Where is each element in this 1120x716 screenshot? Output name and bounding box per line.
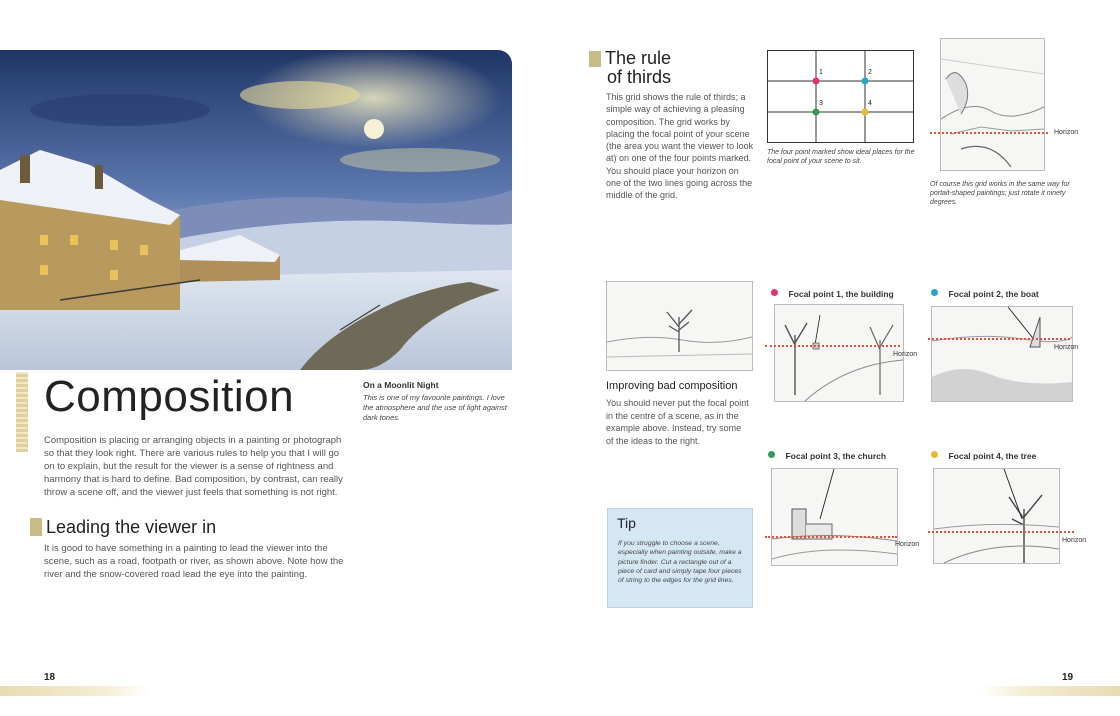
focal-example-1-horizon-label: Horizon bbox=[893, 351, 918, 358]
portrait-horizon-line bbox=[930, 132, 1048, 134]
page-number-left: 18 bbox=[44, 672, 56, 683]
focal-dot-4 bbox=[931, 451, 938, 458]
focal-example-3-label: Focal point 3, the church bbox=[785, 451, 887, 461]
grid-label-2: 2 bbox=[868, 69, 872, 76]
grid-label-1: 1 bbox=[819, 69, 823, 76]
focal-example-3-sketch bbox=[771, 468, 898, 566]
focal-dot-2 bbox=[931, 289, 938, 296]
focal-dot-1 bbox=[771, 289, 778, 296]
focal-example-1-label: Focal point 1, the building bbox=[788, 289, 894, 299]
tip-box bbox=[607, 508, 753, 608]
focal-example-1-horizon-line bbox=[765, 345, 900, 347]
tip-heading: Tip bbox=[617, 515, 636, 531]
grid-point-3 bbox=[813, 109, 820, 116]
footer-brush-left bbox=[0, 686, 150, 696]
leading-heading: Leading the viewer in bbox=[46, 517, 217, 537]
grid-point-1 bbox=[813, 78, 820, 85]
focal-example-2-horizon-label: Horizon bbox=[1054, 344, 1079, 351]
painting-image bbox=[0, 50, 512, 370]
focal-example-4-label: Focal point 4, the tree bbox=[948, 451, 1037, 461]
intro-paragraph: Composition is placing or arranging objects in a painting or photograph so that they look right. There are various rules to help you that I will go on to explain, but the result for the viewer is a sense of rightness and harmony that is hard to define. Bad composition, by contrast, can really throw a scene off, and the viewer just feels that something is not right. bbox=[44, 435, 343, 498]
focal-example-2-label-row bbox=[931, 284, 1039, 302]
focal-example-3-horizon-label: Horizon bbox=[895, 541, 920, 548]
tip-text: If you struggle to choose a scene, especially when painting outside, make a picture finder. Cut a rectangle out of a piece of card and simply tape four pieces of string to the edges for the grid lines. bbox=[618, 540, 742, 585]
improving-heading: Improving bad composition bbox=[606, 380, 738, 392]
rule-heading-marker bbox=[589, 51, 601, 67]
portrait-caption: Of course this grid works in the same way for portait-shaped paintings; just rotate it ninety degrees. bbox=[930, 181, 1070, 206]
focal-example-1-label-row bbox=[771, 284, 894, 302]
focal-dot-3 bbox=[768, 451, 775, 458]
grid-label-4: 4 bbox=[868, 100, 872, 107]
painting-caption-title: On a Moonlit Night bbox=[363, 380, 439, 390]
focal-example-4-sketch bbox=[933, 468, 1060, 564]
improving-paragraph: You should never put the focal point in the centre of a scene, as in the example above. Instead, try some of the ideas to the right. bbox=[606, 398, 749, 446]
painting-caption-text: This is one of my favourite paintings. I love the atmosphere and the use of light against dark tones. bbox=[363, 393, 507, 422]
grid-point-2 bbox=[862, 78, 869, 85]
portrait-horizon-label: Horizon bbox=[1054, 129, 1079, 136]
portrait-sketch bbox=[940, 38, 1045, 171]
moonlit-painting bbox=[0, 50, 512, 370]
rule-heading-line1: The rule bbox=[605, 48, 672, 68]
focal-example-1-sketch bbox=[774, 304, 904, 402]
focal-example-2-label: Focal point 2, the boat bbox=[948, 289, 1039, 299]
focal-example-3-horizon-line bbox=[765, 536, 897, 538]
brush-stroke-decoration bbox=[16, 372, 28, 452]
focal-example-3-label-row bbox=[768, 446, 886, 464]
focal-example-4-horizon-line bbox=[928, 531, 1074, 533]
thirds-grid bbox=[767, 50, 914, 143]
focal-example-2-horizon-line bbox=[928, 338, 1070, 340]
grid-label-3: 3 bbox=[819, 100, 823, 107]
focal-example-4-label-row bbox=[931, 446, 1036, 464]
grid-caption: The four point marked show ideal places for the focal point of your scene to sit. bbox=[767, 149, 915, 165]
leading-paragraph: It is good to have something in a painting to lead the viewer into the scene, such as a road, footpath or river, as shown above. Note how the river and the snow-covered road lead the eye into the painting. bbox=[44, 543, 344, 580]
footer-brush-right bbox=[980, 686, 1120, 696]
heading-marker bbox=[30, 518, 42, 536]
bad-composition-sketch bbox=[606, 281, 753, 371]
page-number-right: 19 bbox=[1062, 672, 1074, 683]
rule-heading bbox=[605, 49, 671, 87]
focal-example-2-sketch bbox=[931, 306, 1073, 402]
rule-heading-line2: of thirds bbox=[607, 67, 672, 87]
focal-example-4-horizon-label: Horizon bbox=[1062, 537, 1087, 544]
page-title: Composition bbox=[44, 372, 295, 421]
grid-point-4 bbox=[862, 109, 869, 116]
rule-paragraph: This grid shows the rule of thirds; a simple way of achieving a pleasing composition. The grid works by placing the focal point of your scene (the area you want the viewer to look at) on one of the four points marked. You should place your horizon on one of the two lines going across the middle of the grid. bbox=[606, 92, 754, 201]
